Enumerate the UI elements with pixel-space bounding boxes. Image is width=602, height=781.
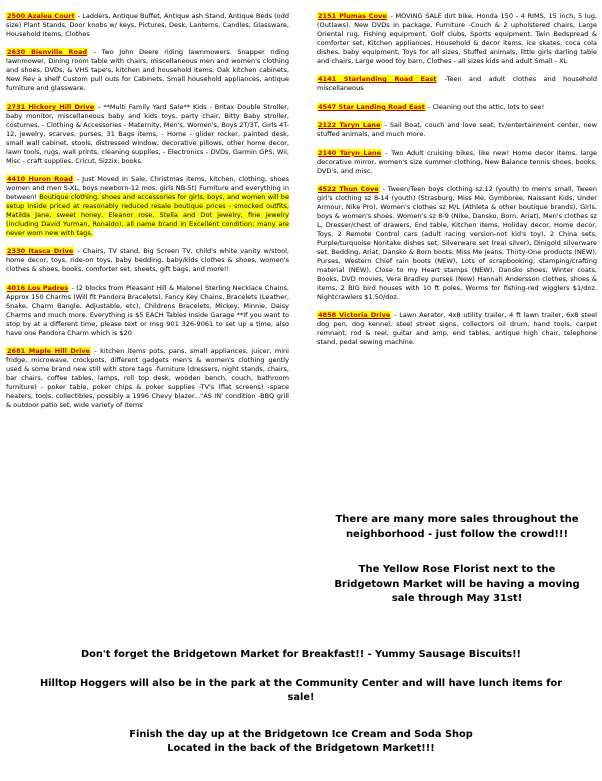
sale-address: 4016 Los Padres — [7, 283, 69, 292]
sale-address: 2731 Hickory Hill Drive — [7, 102, 95, 111]
sale-listing — [317, 311, 597, 347]
ice-cream-note — [0, 728, 602, 756]
sale-items: - **Multi Family Yard Sale** Kids - Britax Double Stroller, baby monitor, miscellaneous baby and kids toys, party chair, Bitty Baby stroller, costumes, - Clothing & Accessories - Maternity, Men's, Women's, Boys 2T/3T, Girls 4T-12, jewelry, scarves, purses, 31 Bags items, - Home - glider rocker, painted desk, small wall cabinet, stools, distressed window, decorative pillows, other home decor, lawn tools, rugs, wall prints, cleaning supplies, - Electronics - DVDs, Garmin GPS, Wii, Misc - craft supplies, Cricut, Sizzix, books. — [6, 102, 289, 165]
sale-listing — [317, 121, 597, 139]
sale-listing — [6, 284, 289, 338]
sale-items: - (2 blocks from Pleasant Hill & Malone) Sterling Necklace Chains, Approx 150 Charms (Will fit Pandora Bracelets), Fancy Key Chains, Bracelets (Leather, Snake, Charm Bangle, Adjustable, etc), Childrens Bracelets, Mickey, Minnie, Daisy Charms and much more. Everything is $5 EACH Tables Inside Garage **If you want to stop by at a different time, please text or msg 901 326-9061 to set up a time, also have one Pandora Charm which is $20 — [6, 283, 289, 337]
sale-listing — [6, 48, 289, 93]
sale-listing — [317, 75, 597, 93]
sale-listing — [6, 175, 289, 238]
sale-listing — [6, 247, 289, 274]
sale-address: 4547 Star Landing Road East — [318, 102, 425, 111]
sale-items: - Two John Deere riding lawnmowers. Snapper riding lawnmower, Dining room table with chairs, miscellaneous men and women's clothing and shoes, DVDs, & VHS tape's, kitchen and household items. Oak kitchen cabinets, New Rev a shelf Custom pull outs for Cabinets, Small household appliances, antique furniture and glassware. — [6, 48, 289, 93]
sale-address: 4858 Victoria Drive — [318, 311, 391, 320]
note-line: sale! — [287, 692, 315, 704]
note-line: neighborhood - just follow the crowd!!! — [345, 528, 569, 540]
breakfast-note — [0, 648, 602, 662]
right-column — [317, 12, 597, 357]
sale-address: 2681 Maple Hill Drive — [7, 347, 91, 356]
sale-items: - Ladders, Antique Buffet, Antique ash Stand, Antique Beds (odd size) Plant Stands, Door knobs w/ keys, Pictures, Desk, Lanterns, Candles, Glassware, Household Items, Clothes — [6, 12, 290, 38]
note-line: sale through May 31st! — [391, 593, 523, 604]
sale-listing — [6, 12, 289, 39]
sale-items: - Two Adult cruising bikes, like new! Home decor items, large decorative mirror, women's size summer clothing, New Balance tennis shoes, books, DVD's, and misc. — [317, 148, 598, 175]
sale-listing — [6, 347, 289, 410]
sale-address: 2151 Plumas Cove — [318, 12, 387, 20]
note-line: Located in the back of the Bridgetown Market!!! — [167, 743, 435, 755]
note-line: There are many more sales throughout the — [335, 514, 579, 525]
sale-listing — [317, 12, 597, 66]
note-line: The Yellow Rose Florist next to the — [358, 564, 556, 575]
hoggers-note — [0, 677, 602, 705]
sale-listing — [317, 149, 597, 176]
sale-address: 4410 Huron Road — [7, 175, 73, 184]
sale-listing — [6, 103, 289, 166]
sale-items-highlighted: Boutique clothing, shoes and accessories for girls, boys, and women will be setup inside priced at reasonably reduced resale boutique prices - smocked outfits, Matilda Jane, sweet honey, Eleanor rose, Stella and Dot jewelry, fine jewelry (including David Yurman, Ronaldo), all name brand in Excellent condition; many are never worn new with tags. — [6, 192, 289, 237]
sale-listing — [317, 103, 597, 112]
sale-items: - kitchen items pots, pans, small appliances, juicer, mini fridge, microwave, crockpots, different gadgets men's & women's clothing gently used & some brand new still with store tags -furniture (dressers, night stands, chairs, bar chairs, coffee tables, lamps, roll top desk, wooden bench, couch, bathroom furniture) - poker table, poker chips & poker supplies -TV's (flat screens) -space heaters, tools, collectibles, possibly a 1996 Chevy blazer..."AS IN' condition -BBQ grill & outdoor patio set, wide variety of items — [6, 347, 289, 409]
note-line: Hilltop Hoggers will also be in the park at the Community Center and will have lunch items for — [39, 678, 563, 689]
sale-address: 2630 Bienville Road — [7, 48, 88, 57]
florist-note — [317, 563, 597, 607]
left-column — [6, 12, 289, 419]
note-line: Finish the day up at the Bridgetown Ice Cream and Soda Shop — [129, 729, 473, 740]
sale-listing — [317, 185, 597, 302]
more-sales-note — [317, 513, 597, 542]
sale-items: - MOVING SALE dirt bike, Honda 150 - 4 RIMS, 15 inch, 5 lug, (Outlaws). New DVDs in package, Furniture -Couch & 2 upholstered chairs, Large Oriental rug, Fishing equipment, Golf clubs, Sports equipment, Twin Bedspread & comforter set, Kitchen appliances, Household & decor items, ice skates, coca cola dishes, baby equipment, Toys for all sizes, Stuffed animals, little girls darling table and chairs, Large wood toy barn, Clothes - all sizes kids and adult Small - XL — [317, 12, 597, 65]
sale-items: - Just Moved In Sale, Christmas items, kitchen, clothing, shoes women and men S-XL, boys newborn-12 mos, girls NB-5t) Furniture and everything in between! — [6, 175, 290, 201]
sale-address: 2500 Azalea Court — [7, 12, 75, 20]
sale-address: 2140 Taryn Lane — [318, 148, 382, 157]
sale-items: - Cleaning out the attic, lots to see! — [425, 102, 545, 111]
sale-address: 4522 Thun Cove — [318, 185, 379, 194]
sale-items: - Sail Boat, couch and love seat, tv/entertainment center, new stuffed animals, and much more. — [317, 121, 597, 139]
sale-items: -Teen and adult clothes and household miscellaneous — [317, 75, 597, 93]
sale-items: - Chairs, TV stand, Big Screen TV, child's white vanity w/stool, home decor, toys, ride-on toys, baby bedding, baby/kids clothes & shoes, women's clothes & shoes, books, comforter set, sheets, gift bags, and more!! — [6, 247, 290, 274]
sale-address: 4141 Starlanding Road East — [318, 75, 437, 84]
note-line: Don't forget the Bridgetown Market for Breakfast!! - Yummy Sausage Biscuits!! — [80, 649, 522, 660]
note-line: Bridgetown Market will be having a moving — [334, 578, 580, 590]
sale-items: - Lawn Aerator, 4x8 utility trailer, 4 ft lawn trailer, 6x8 steel dog pen, dog kennel, steel street signs, collectors oil drum, hand tools, carpet remnant, rod & reel, guitar and amp, end tables, antique high chair, telephone stand, pedal sewing machine. — [317, 311, 597, 347]
sale-address: 2330 Itasca Drive — [7, 247, 74, 256]
sale-address: 2122 Taryn Lane — [318, 121, 381, 130]
sale-items: - Tween/Teen boys clothing sz.12 (youth) to men's small, Tween girl's clothing sz 8-14 (youth) (Strasburg, Miss Me, Gymboree, Naissant Kids, Under Armour, Nike Pro), Women's clothes sz M/L (Athleta & other boutique brands), Girls, boys & women's shoes. Women's sz 8-9 (Nike, Dansko, Born, Ariat), Men's clothes sz L, Dresser/chest of drawers, End table, Kitchen items, Holiday decor, Home decor, Toys, 2 Remote Control cars (adult racing version-not kid's toy), 2 China sets, Purple/turquoise Noritake dishes set, Silverware set (real silver), Dinigold silverware set, Bedding, Ariat, Dansko & Born boots, Miss Me jeans, Thirty-One products (NEW), Purses, Western Chief rain boots (NEW), Lots of scrapbooking, stamping/crafting material (NEW), Close to my Heart stamps (NEW), Dansko shoes, Winter coats, Books, DVD movies, Vera Bradley purses (New) Hannah Andersson clothes, shoes & items, 2 BIG bird houses with 10 ft poles, Worms for fishing-red wigglers $1/doz. Nightcrawlers $1.50/doz. — [317, 185, 597, 301]
